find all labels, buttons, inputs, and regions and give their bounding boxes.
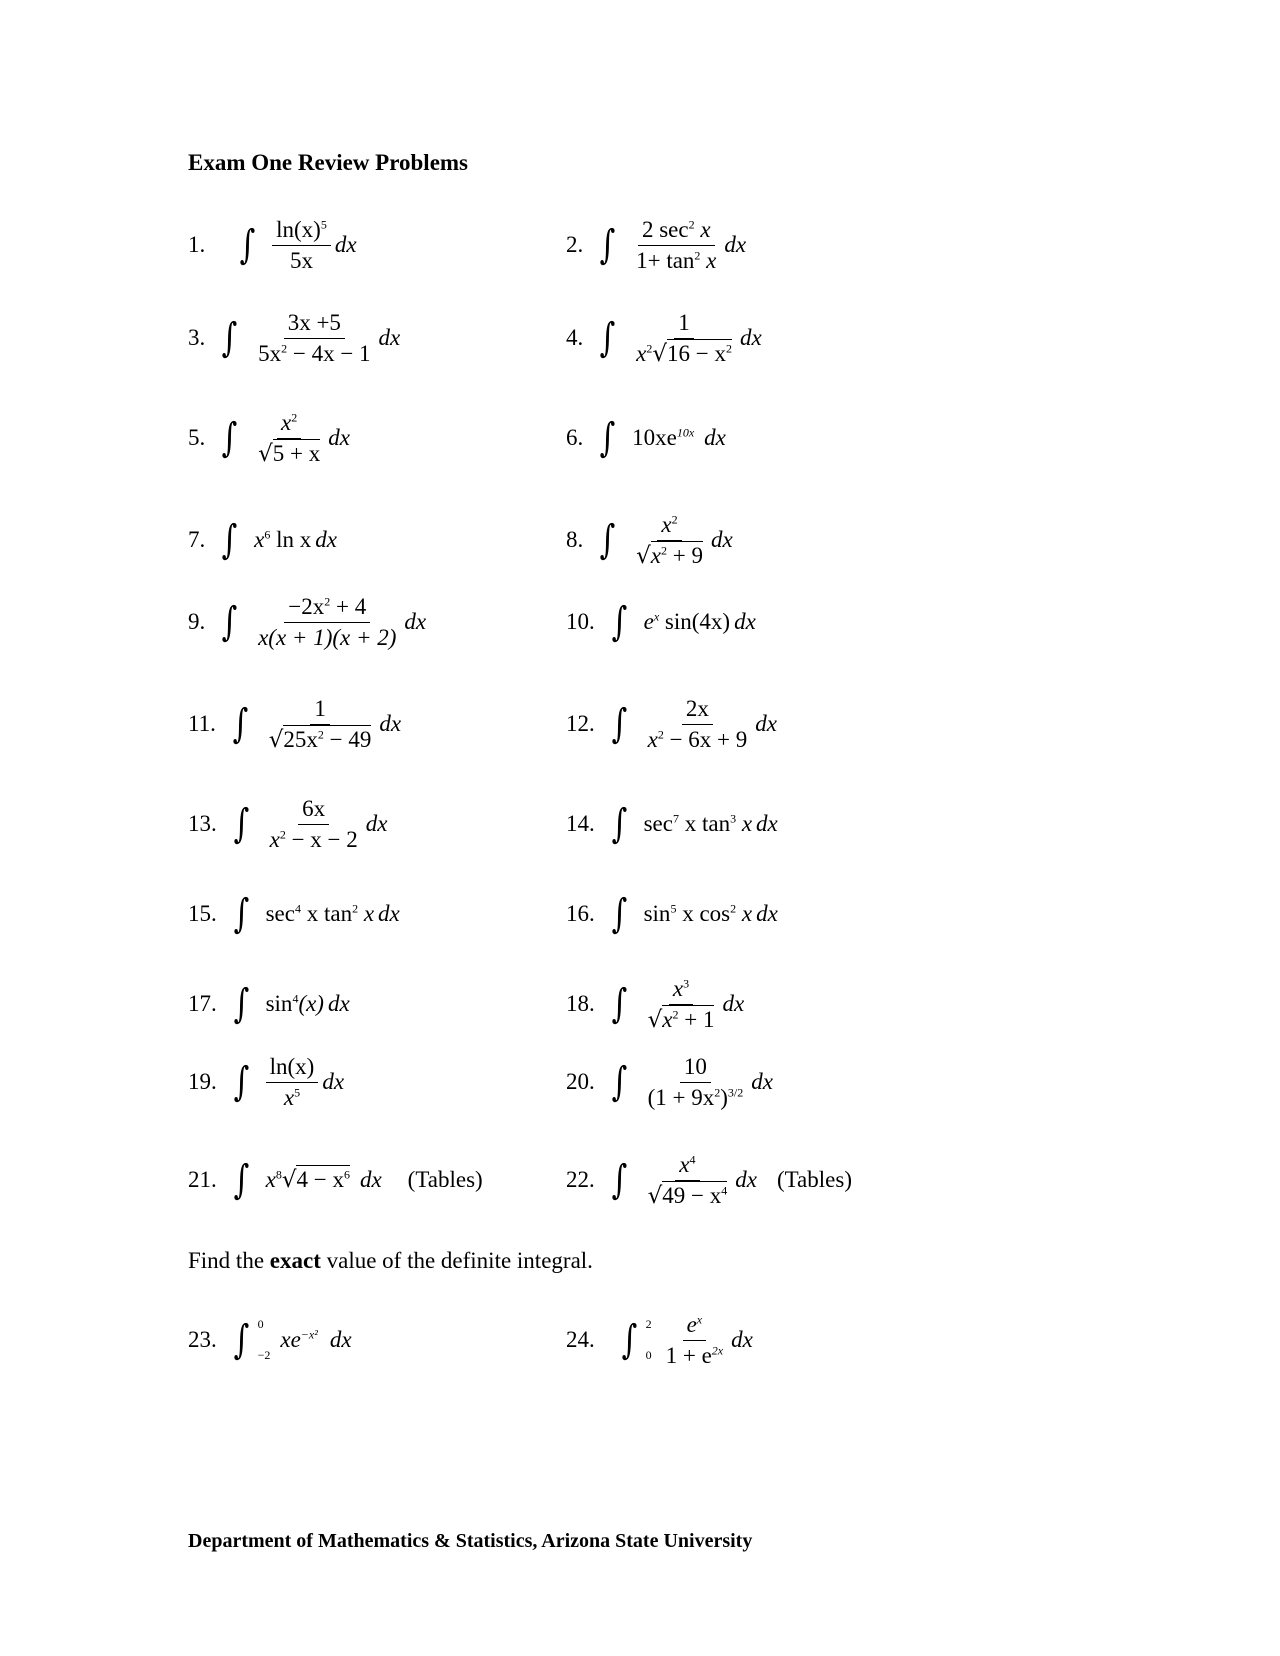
differential: dx	[722, 991, 745, 1016]
problem-24	[566, 1300, 753, 1380]
problem-number: 18.	[566, 991, 595, 1016]
integral-sign: ∫	[599, 315, 616, 361]
problem-5	[188, 398, 350, 478]
integrand: $e^x$ sin(4x)	[643, 609, 731, 634]
page-title: Exam One Review Problems	[188, 150, 469, 175]
differential: dx	[379, 711, 402, 736]
problem-number: 1.	[188, 232, 206, 257]
problem-number: 13.	[188, 811, 217, 836]
integral-bounds	[646, 1317, 652, 1363]
integral-sign: ∫	[611, 701, 627, 747]
integral-bounds	[258, 1317, 271, 1363]
differential: dx	[756, 901, 778, 926]
integral-sign: ∫	[239, 222, 256, 268]
integrand: $\sec^4 x$ $\tan^2 x$	[265, 901, 375, 926]
problem-16	[566, 874, 778, 954]
radical-sign: √	[258, 440, 273, 467]
problem-number: 24.	[566, 1327, 595, 1352]
fraction: $\frac{1}{x^2√16 - x^2}$	[636, 309, 732, 367]
differential: dx	[329, 1327, 352, 1352]
integral-sign: ∫	[221, 517, 238, 563]
problem-number: 7.	[188, 527, 206, 552]
fraction: $\frac{x^3}{√x^2 + 1}$	[647, 975, 715, 1033]
integrand: $x^6$ ln x	[254, 527, 312, 552]
upper-bound: 0	[257, 1317, 264, 1331]
problem-2	[566, 205, 746, 285]
problem-number: 15.	[188, 901, 217, 926]
fraction: $\frac{\ln(x)}{x^5}$	[266, 1054, 319, 1111]
problem-3	[188, 298, 400, 378]
integrand: $\sin^5 x$ $\cos^2 x$	[643, 901, 753, 926]
problem-6	[566, 398, 726, 478]
differential: dx	[756, 811, 778, 836]
integral-sign: ∫	[611, 599, 627, 645]
problem-13	[188, 784, 387, 864]
problem-14	[566, 784, 778, 864]
integral-sign: ∫	[611, 1157, 627, 1203]
fraction: $\frac{1}{√25x^2 - 49}$	[268, 695, 372, 753]
fraction: $\frac{-2x^2 + 4}{x(x + 1)(x + 2)}$	[258, 593, 397, 650]
integral-sign: ∫	[611, 891, 627, 937]
integral-sign: ∫	[611, 981, 627, 1027]
differential: dx	[734, 609, 756, 634]
differential: dx	[735, 1167, 757, 1192]
integral-sign: ∫	[221, 415, 238, 461]
integral-sign: ∫	[233, 981, 249, 1027]
problem-4	[566, 298, 762, 378]
integral-sign: ∫	[233, 801, 249, 847]
fraction: $\frac{x^4}{√49 - x^4}$	[647, 1151, 728, 1209]
integral-sign: ∫	[233, 1059, 249, 1105]
problem-number: 23.	[188, 1327, 217, 1352]
tables-note: (Tables)	[407, 1167, 483, 1192]
problem-12	[566, 684, 777, 764]
differential: dx	[404, 609, 427, 634]
fraction: $\frac{x^2}{√5 + x}$	[258, 409, 321, 467]
integrand: $\sin^4(x)$	[265, 991, 324, 1016]
integral-sign: ∫	[599, 415, 616, 461]
fraction: $\frac{2x}{x^2 - 6x + 9}$	[647, 695, 748, 752]
differential: dx	[322, 1069, 345, 1094]
fraction: $\frac{3x +5}{5x^2 - 4x - 1}$	[258, 309, 371, 366]
integral-sign: ∫	[221, 315, 238, 361]
problem-number: 20.	[566, 1069, 595, 1094]
integrand: $x^8√4 - x^6$	[265, 1167, 350, 1193]
integral-sign: ∫	[599, 222, 616, 268]
differential: dx	[378, 901, 400, 926]
integrand: $\sec^7 x$ $\tan^3 x$	[643, 811, 753, 836]
integral-sign: ∫	[599, 517, 616, 563]
problem-21	[188, 1140, 483, 1220]
differential: dx	[334, 232, 357, 257]
instruction-text: Find the exact value of the definite integral.	[188, 1248, 593, 1273]
radical-sign: √	[652, 340, 667, 367]
problem-7	[188, 500, 337, 580]
problem-number: 21.	[188, 1167, 217, 1192]
problem-8	[566, 500, 733, 580]
radical-sign: √	[647, 1006, 663, 1033]
fraction: $\frac{6x}{x^2 - x - 2}$	[269, 795, 358, 852]
problem-17	[188, 964, 350, 1044]
problem-9	[188, 582, 426, 662]
differential: dx	[731, 1327, 753, 1352]
problem-15	[188, 874, 400, 954]
upper-bound: 2	[645, 1317, 652, 1331]
radical-sign: √	[636, 542, 651, 569]
problem-number: 3.	[188, 325, 206, 350]
problem-number: 2.	[566, 232, 584, 257]
problem-22	[566, 1140, 852, 1220]
problem-20	[566, 1042, 773, 1122]
integrand: $xe^{-x^2}$	[280, 1327, 318, 1352]
differential: dx	[365, 811, 388, 836]
fraction: $\frac{2 \sec^2 x}{1+ \tan^2 x}$	[636, 216, 717, 273]
lower-bound: 0	[645, 1348, 652, 1362]
radical-sign: √	[268, 726, 284, 753]
fraction: $\frac{e^x}{1 + e^{2x}}$	[665, 1311, 724, 1368]
radical-sign: √	[647, 1182, 663, 1209]
problem-1	[188, 205, 357, 285]
differential: dx	[359, 1167, 382, 1192]
problem-18	[566, 964, 744, 1044]
problem-number: 22.	[566, 1167, 595, 1192]
differential: dx	[755, 711, 777, 736]
integral-sign: ∫	[611, 1059, 627, 1105]
integral-sign: ∫	[233, 1157, 249, 1203]
differential: dx	[704, 425, 726, 450]
problem-number: 12.	[566, 711, 595, 736]
problem-number: 6.	[566, 425, 584, 450]
differential: dx	[724, 232, 747, 257]
problem-19	[188, 1042, 344, 1122]
problem-number: 10.	[566, 609, 595, 634]
differential: dx	[378, 325, 401, 350]
integral-sign: ∫	[233, 891, 249, 937]
integral-sign: ∫	[233, 1317, 249, 1363]
problem-number: 17.	[188, 991, 217, 1016]
differential: dx	[315, 527, 337, 552]
integral-sign: ∫	[232, 701, 249, 747]
differential: dx	[710, 527, 733, 552]
problem-number: 8.	[566, 527, 584, 552]
problem-number: 19.	[188, 1069, 217, 1094]
problem-number: 14.	[566, 811, 595, 836]
integral-sign: ∫	[611, 801, 627, 847]
fraction: $\frac{\ln(x)^5}{5x}$	[272, 217, 331, 274]
lower-bound: −2	[257, 1348, 271, 1362]
problem-number: 16.	[566, 901, 595, 926]
problem-number: 11.	[188, 711, 216, 736]
differential: dx	[328, 425, 350, 450]
problem-number: 9.	[188, 609, 206, 634]
integral-sign: ∫	[221, 599, 238, 645]
problem-23	[188, 1300, 352, 1380]
footer-department: Department of Mathematics & Statistics, Arizona State University	[188, 1530, 753, 1552]
problem-11	[188, 684, 401, 764]
problem-10	[566, 582, 756, 662]
fraction: $\frac{10}{(1 + 9x^2)^{3/2}}$	[647, 1053, 744, 1110]
fraction: $\frac{x^2}{√x^2 + 9}$	[636, 511, 703, 569]
tables-note: (Tables)	[776, 1167, 852, 1192]
radical-sign: √	[281, 1167, 297, 1193]
differential: dx	[739, 325, 762, 350]
differential: dx	[327, 991, 350, 1016]
problem-number: 4.	[566, 325, 584, 350]
differential: dx	[751, 1069, 773, 1094]
integrand: $10xe^{10x}$	[632, 425, 695, 450]
problem-number: 5.	[188, 425, 206, 450]
integral-sign: ∫	[621, 1317, 637, 1363]
